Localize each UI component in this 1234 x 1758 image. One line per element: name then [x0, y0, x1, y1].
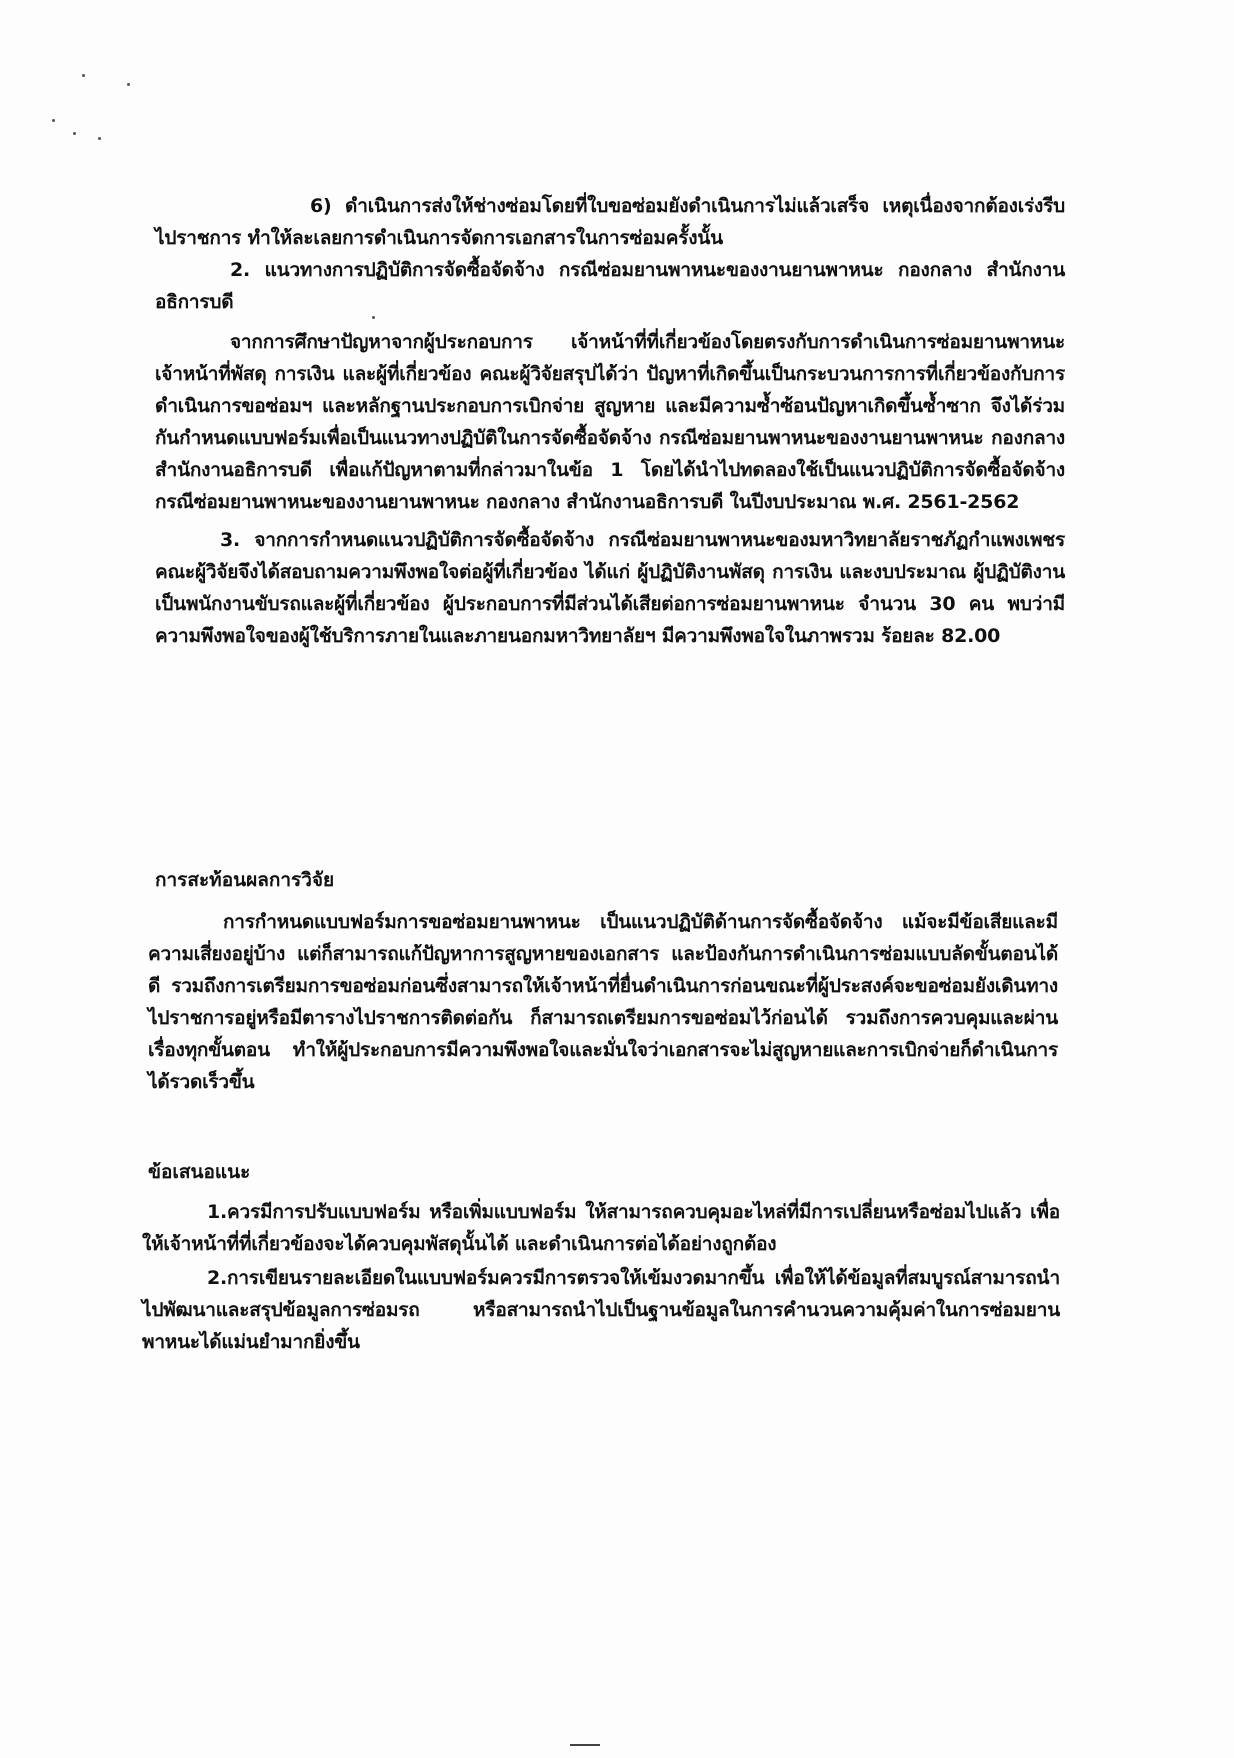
- steps-section: [155, 190, 1065, 652]
- recommendation-1: 1.ควรมีการปรับแบบฟอร์ม หรือเพิ่มแบบฟอร์ม ให้สามารถควบคุมอะไหล่ที่มีการเปลี่ยนหรือซ่อมไปแล้ว เพื่อให้เจ้าหน้าที่ที่เกี่ยวข้องจะได้ควบคุมพัสดุนั้นได้ และดำเนินการต่อได้อย่างถูกต้อง: [142, 1201, 1060, 1255]
- step-2-body: จากการศึกษาปัญหาจากผู้ประกอบการ เจ้าหน้าที่ที่เกี่ยวข้องโดยตรงกับการดำเนินการซ่อมยานพาหนะ เจ้าหน้าที่พัสดุ การเงิน และผู้ที่เกี่ยวข้อง คณะผู้วิจัยสรุปได้ว่า ปัญหาที่เกิดขึ้นเป็นกระบวนการการที่เกี่ยวข้องกับการดำเนินการขอซ่อมฯ และหลักฐานประกอบการเบิกจ่าย สูญหาย และมีความซ้ำซ้อนปัญหาเกิดขึ้นซ้ำซาก จึงได้ร่วมกันกำหนดแบบฟอร์มเพื่อเป็นแนวทางปฏิบัติในการจัดซื้อจัดจ้าง กรณีซ่อมยานพาหนะของงานยานพาหนะ กองกลาง สำนักงานอธิการบดี เพื่อแก้ปัญหาตามที่กล่าวมาในข้อ 1 โดยได้นำไปทดลองใช้เป็นแนวปฏิบัติการจัดซื้อจัดจ้าง กรณีซ่อมยานพาหนะของงานยานพาหนะ กองกลาง สำนักงานอธิการบดี ในปีงบประมาณ พ.ศ. 2561-2562: [155, 331, 1065, 513]
- scan-speck: [98, 137, 101, 140]
- recommendations-heading: ข้อเสนอแนะ: [148, 1161, 251, 1183]
- recommendation-2: 2.การเขียนรายละเอียดในแบบฟอร์มควรมีการตรวจให้เข้มงวดมากขึ้น เพื่อให้ได้ข้อมูลที่สมบูรณ์สามารถนำไปพัฒนาและสรุปข้อมูลการซ่อมรถ หรือสามารถนำไปเป็นฐานข้อมูลในการคำนวนความคุ้มค่าในการซ่อมยานพาหนะได้แม่นยำมากยิ่งขึ้น: [142, 1267, 1060, 1353]
- reflection-heading: การสะท้อนผลการวิจัย: [155, 869, 335, 891]
- page-footer-mark: [570, 1744, 600, 1746]
- scan-speck: [127, 83, 130, 86]
- step-6-paragraph: 6) ดำเนินการส่งให้ช่างซ่อมโดยที่ใบขอซ่อมยังดำเนินการไม่แล้วเสร็จ เหตุเนื่องจากต้องเร่งรีบไปราชการ ทำให้ละเลยการดำเนินการจัดการเอกสารในการซ่อมครั้งนั้น: [155, 195, 1065, 249]
- scan-speck: [52, 119, 55, 122]
- recommendations-section: [142, 1196, 1060, 1358]
- reflection-body: การกำหนดแบบฟอร์มการขอซ่อมยานพาหนะ เป็นแนวปฏิบัติด้านการจัดซื้อจัดจ้าง แม้จะมีข้อเสียและมีความเสี่ยงอยู่บ้าง แต่ก็สามารถแก้ปัญหาการสูญหายของเอกสาร และป้องกันการดำเนินการซ่อมแบบลัดขั้นตอนได้ดี รวมถึงการเตรียมการขอซ่อมก่อนซึ่งสามารถให้เจ้าหน้าที่ยื่นดำเนินการก่อนขณะที่ผู้ประสงค์จะขอซ่อมยังเดินทางไปราชการอยู่หรือมีตารางไปราชการติดต่อกัน ก็สามารถเตรียมการขอซ่อมไว้ก่อนได้ รวมถึงการควบคุมและผ่านเรื่องทุกขั้นตอน ทำให้ผู้ประกอบการมีความพึงพอใจและมั่นใจว่าเอกสารจะไม่สูญหายและการเบิกจ่ายก็ดำเนินการได้รวดเร็วขึ้น: [148, 911, 1058, 1093]
- step-2-heading: 2. แนวทางการปฏิบัติการจัดซื้อจัดจ้าง กรณีซ่อมยานพาหนะของงานยานพาหนะ กองกลาง สำนักงานอธิการบดี: [155, 259, 1065, 313]
- reflection-section: [148, 906, 1058, 1098]
- scan-speck: [73, 132, 76, 135]
- step-3-paragraph: 3. จากการกำหนดแนวปฏิบัติการจัดซื้อจัดจ้าง กรณีซ่อมยานพาหนะของมหาวิทยาลัยราชภัฏกำแพงเพชร คณะผู้วิจัยจึงได้สอบถามความพึงพอใจต่อผู้ที่เกี่ยวข้อง ได้แก่ ผู้ปฏิบัติงานพัสดุ การเงิน และงบประมาณ ผู้ปฏิบัติงานเป็นพนักงานขับรถและผู้ที่เกี่ยวข้อง ผู้ประกอบการที่มีส่วนได้เสียต่อการซ่อมยานพาหนะ จำนวน 30 คน พบว่ามีความพึงพอใจของผู้ใช้บริการภายในและภายนอกมหาวิทยาลัยฯ มีความพึงพอใจในภาพรวม ร้อยละ 82.00: [155, 529, 1065, 647]
- scan-speck: [82, 74, 85, 77]
